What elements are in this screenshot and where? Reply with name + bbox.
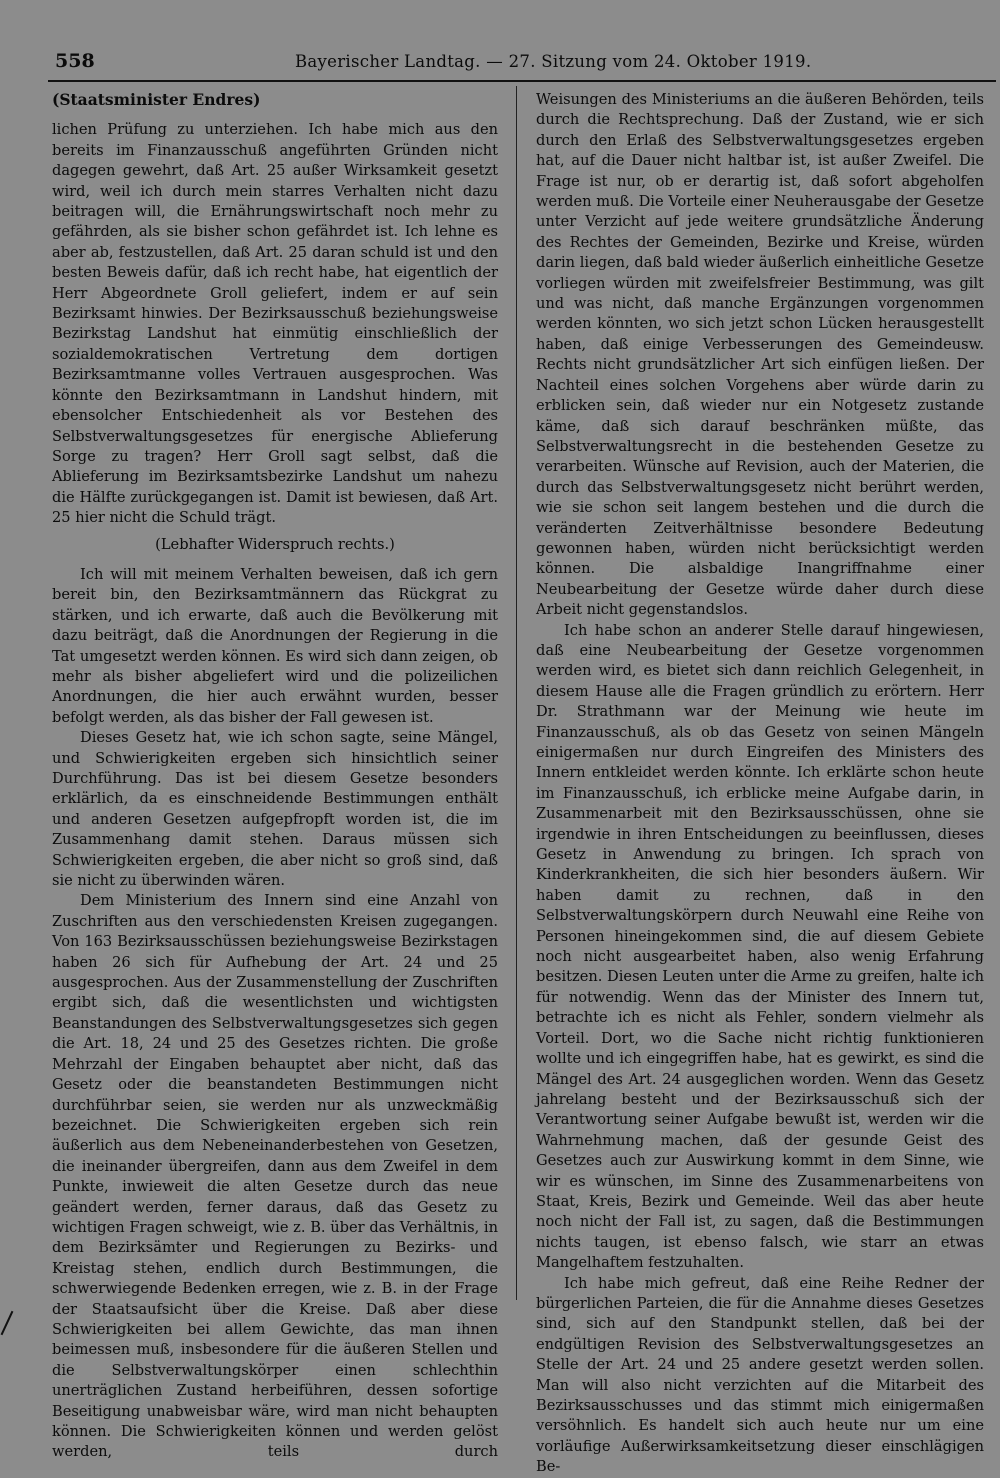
paragraph: Weisungen des Ministeriums an die äußeren Behörden, teils durch die Rechtsprechung. Daß der Zustand, wie er sich durch den Erlaß des Selbstverwaltungsgesetzes ergeben hat, auf die Dauer nicht haltbar ist, ist außer Zweifel. Die Frage ist nur, ob er derartig ist, daß sofort abgeholfen werden muß. Die Vorteile einer Neuherausgabe der Gesetze unter Verzicht auf jede weitere grundsätzliche Änderung des Rechtes der Gemeinden, Bezirke und Kreise, würden darin liegen, daß bald wieder äußerlich einheitliche Gesetze vorliegen würden mit zweifelsfreier Bestimmung, was gilt und was nicht, daß manche Ergänzungen vorgenommen werden könnten, wo sich jetzt schon Lücken herausgestellt haben, daß einige Verbesserungen des Gemeindeusw. Rechts nicht grundsätzlicher Art sich einfügen ließen. Der Nachteil eines solchen Vorgehens aber würde darin zu erblicken sein, daß wieder nur ein Notgesetz zustande käme, daß sich darauf beschränken müßte, das Selbstverwaltungsrecht in die bestehenden Gesetze zu verarbeiten. Wünsche auf Revision, auch der Materien, die durch das Selbstverwaltungsgesetz nicht berührt werden, wie sie schon seit langem bestehen und die durch die veränderten Zeitverhältnisse besondere Bedeutung gewonnen haben, würden nicht berücksichtigt werden können. Die alsbaldige Inangriffnahme einer Neubearbeitung der Gesetze würde daher durch diese Arbeit nicht gegenstandslos. xyxy=(536,91,984,619)
paragraph: Dem Ministerium des Innern sind eine Anzahl von Zuschriften aus den verschiedensten Kreisen zugegangen. Von 163 Bezirksausschüssen beziehungsweise Bezirkstagen haben 26 sich für Aufhebung der Art. 24 und 25 ausgesprochen. Aus der Zusammenstellung der Zuschriften ergibt sich, daß die wesentlichsten und wichtigsten Beanstandungen des Selbstverwaltungsgesetzes sich gegen die Art. 18, 24 und 25 des Gesetzes richten. Die große Mehrzahl der Eingaben behauptet aber nicht, daß das Gesetz oder die beanstandeten Bestimmungen nicht durchführbar seien, sie werden nur als unzweckmäßig bezeichnet. Die Schwierigkeiten ergeben sich rein äußerlich aus dem Nebeneinanderbestehen von Gesetzen, die ineinander übergreifen, dann aus dem Zweifel in dem Punkte, inwieweit die alten Gesetze durch das neue geändert werden, ferner daraus, daß das Gesetz zu wichtigen Fragen schweigt, wie z. B. über das Verhältnis, in dem Bezirksämter und Regierungen zu Bezirks- und Kreistag stehen, endlich durch Bestimmungen, die schwerwiegende Bedenken erregen, wie z. B. in der Frage der Staatsaufsicht über die Kreise. Daß aber diese Schwierigkeiten bei allem Gewichte, das man ihnen beimessen muß, insbesondere für die äußeren Stellen und die Selbstverwaltungskörper einen schlechthin unerträglichen Zustand herbeiführen, dessen sofortige Beseitigung unabweisbar wäre, wird man nicht behaupten können. Die Schwierigkeiten können und werden gelöst werden, teils durch xyxy=(52,892,498,1461)
speaker-label: (Staatsminister Endres) xyxy=(52,90,261,109)
paragraph: Ich will mit meinem Verhalten beweisen, daß ich gern bereit bin, den Bezirksamtmännern das Rückgrat zu stärken, und ich erwarte, daß auch die Bevölkerung mit dazu beiträgt, daß die Anordnungen der Regierung in die Tat umgesetzt werden können. Es wird sich dann zeigen, ob mehr als bisher abgeliefert wird und die polizeilichen Anordnungen, die hier auch erwähnt wurden, besser befolgt werden, als das bisher der Fall gewesen ist. xyxy=(52,565,498,726)
column-divider xyxy=(516,86,517,1300)
right-column xyxy=(536,90,984,1478)
interjection: (Lebhafter Widerspruch rechts.) xyxy=(155,535,395,553)
page-header xyxy=(40,50,980,80)
left-column xyxy=(52,90,498,1463)
running-head: Bayerischer Landtag. — 27. Sitzung vom 24. Oktober 1919. xyxy=(295,52,812,71)
paragraph: Ich habe schon an anderer Stelle darauf hingewiesen, daß eine Neubearbeitung der Gesetze vorgenommen werden wird, es bietet sich dann reichlich Gelegenheit, in diesem Hause alle die Fragen gründlich zu erörtern. Herr Dr. Strathmann war der Meinung wie heute im Finanzausschuß, als ob das Gesetz von seinen Mängeln einigermaßen nur durch Eingreifen des Ministers des Innern entkleidet werden könnte. Ich erklärte schon heute im Finanzausschuß, ich erblicke meine Aufgabe darin, in Zusammenarbeit mit den Bezirksausschüssen, ohne sie irgendwie in ihren Entscheidungen zu beeinflussen, dieses Gesetz in Anwendung zu bringen. Ich sprach von Kinderkrankheiten, die sich hier besonders äußern. Wir haben damit zu rechnen, daß in den Selbstverwaltungskörpern durch Neuwahl eine Reihe von Personen hineingekommen sind, die auf diesem Gebiete noch nicht ausgearbeitet haben, also wenig Erfahrung besitzen. Diesen Leuten unter die Arme zu greifen, halte ich für notwendig. Wenn das der Minister des Innern tut, betrachte ich es nicht als Fehler, sondern vielmehr als Vorteil. Dort, wo die Sache nicht richtig funktionieren wollte und ich eingegriffen habe, hat es gewirkt, es sind die Mängel des Art. 24 ausgeglichen worden. Wenn das Gesetz jahrelang besteht und der Bezirksausschuß sich der Verantwortung seiner Aufgabe bewußt ist, werden wir die Wahrnehmung machen, daß der gesunde Geist des Gesetzes auch zur Auswirkung kommt in dem Sinne, wie wir es wünschen, im Sinne des Zusammenarbeitens von Staat, Kreis, Bezirk und Gemeinde. Weil das aber heute noch nicht der Fall ist, zu sagen, daß die Bestimmungen nichts taugen, ist ebenso falsch, wie starr an etwas Mangelhaftem festzuhalten. xyxy=(536,621,984,1272)
margin-pencil-mark xyxy=(1,1311,14,1335)
paragraph: Dieses Gesetz hat, wie ich schon sagte, seine Mängel, und Schwierigkeiten ergeben sich hinsichtlich seiner Durchführung. Das ist bei diesem Gesetze besonders erklärlich, da es einschneidende Bestimmungen enthält und anderen Gesetzen aufgepfropft worden ist, die im Zusammenhang damit stehen. Daraus müssen sich Schwierigkeiten ergeben, die aber nicht so groß sind, daß sie nicht zu überwinden wären. xyxy=(52,729,498,890)
paragraph: Ich habe mich gefreut, daß eine Reihe Redner der bürgerlichen Parteien, die für die Annahme dieses Gesetzes sind, sich auf den Standpunkt stellen, daß bei der endgültigen Revision des Selbstverwaltungsgesetzes an Stelle der Art. 24 und 25 andere gesetzt werden sollen. Man will also nicht verzichten auf die Mitarbeit des Bezirksausschusses und das stimmt mich einigermaßen versöhnlich. Es handelt sich auch heute nur um eine vorläufige Außerwirksamkeitsetzung dieser einschlägigen Be- xyxy=(536,1274,984,1476)
page-number: 558 xyxy=(55,50,95,72)
header-rule xyxy=(48,80,996,82)
paragraph: lichen Prüfung zu unterziehen. Ich habe mich aus den bereits im Finanzausschuß angeführten Gründen nicht dagegen gewehrt, daß Art. 25 außer Wirksamkeit gesetzt wird, weil ich durch mein starres Verhalten nicht dazu beitragen will, die Ernährungswirtschaft noch mehr zu gefährden, als sie bisher schon gefährdet ist. Ich lehne es aber ab, festzustellen, daß Art. 25 daran schuld ist und den besten Beweis dafür, daß ich recht habe, hat eigentlich der Herr Abgeordnete Groll geliefert, indem er auf sein Bezirksamt hinwies. Der Bezirksausschuß beziehungsweise Bezirkstag Landshut hat einmütig einschließlich der sozialdemokratischen Vertretung dem dortigen Bezirksamtmanne volles Vertrauen ausgesprochen. Was könnte den Bezirksamtmann in Landshut hindern, mit ebensolcher Entschiedenheit als vor Bestehen des Selbstverwaltungsgesetzes für energische Ablieferung Sorge zu tragen? Herr Groll sagt selbst, daß die Ablieferung im Bezirksamtsbezirke Landshut um nahezu die Hälfte zurückgegangen ist. Damit ist bewiesen, daß Art. 25 hier nicht die Schuld trägt. xyxy=(52,121,498,527)
